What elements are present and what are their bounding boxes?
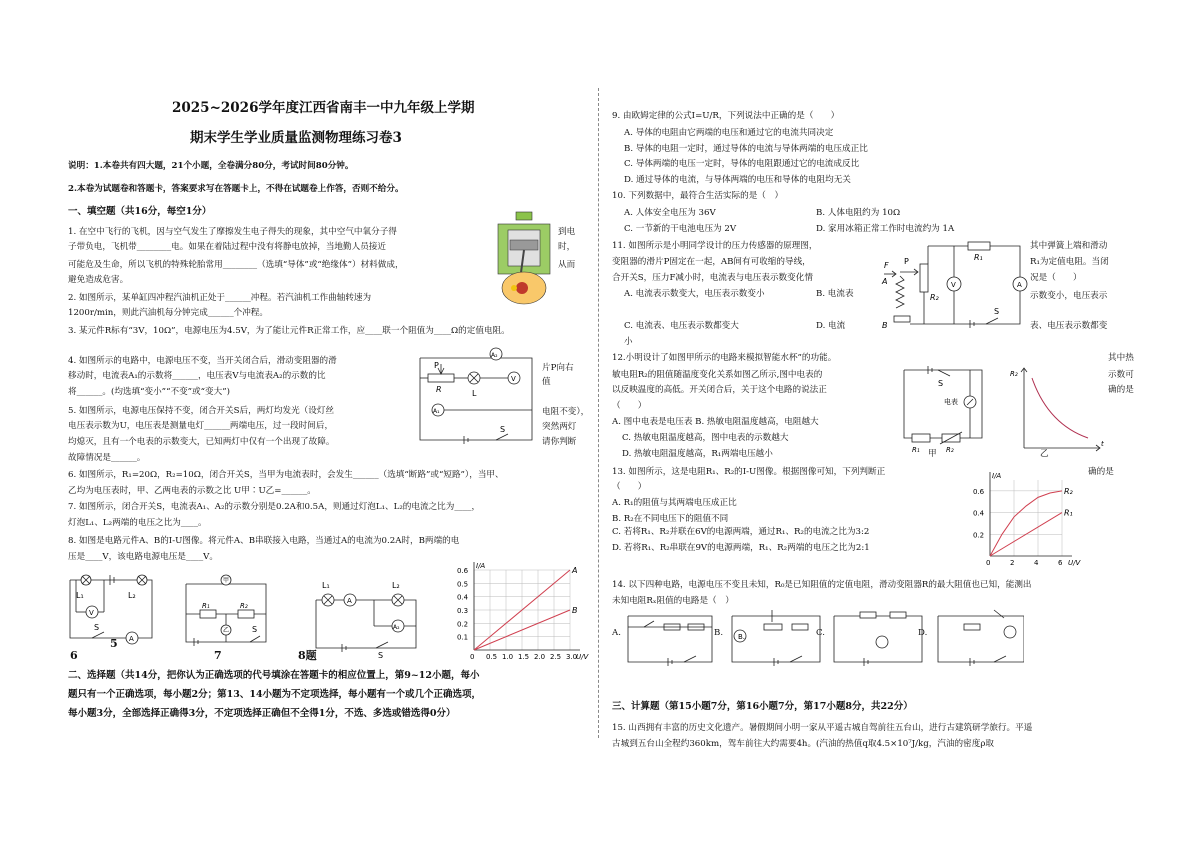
q15-line2: 古城到五台山全程约360km，驾车前往大约需要4h。(汽油的热值q取4.5×10⁷J/kg，汽油的密度ρ取 xyxy=(612,739,994,749)
q1-line4: 避免造成危害。 xyxy=(68,275,129,285)
q5-line3: 均熄灭，且有一个电表的示数变大，已知两灯中仅有一个出现了故障。 xyxy=(68,437,335,447)
q10-option-c: C. 一节新的干电池电压为 2V xyxy=(624,224,737,234)
q4-circuit xyxy=(414,346,538,446)
series-label: A xyxy=(572,566,578,575)
q4-label-S: S xyxy=(500,425,506,434)
q9-option-c: C. 导体两端的电压一定时，导体的电阻跟通过它的电流成反比 xyxy=(624,159,860,169)
q12-line1: 12.小明设计了如图甲所示的电路来模拟智能水杯”的功能。 xyxy=(612,353,837,363)
q14-circuits xyxy=(624,604,1024,670)
q12-label-t: t xyxy=(1101,440,1104,448)
q4-side2: 值 xyxy=(542,377,551,387)
q7-label-S: S xyxy=(378,651,384,660)
x-tick-label: 1.5 xyxy=(518,653,530,661)
q13-paren: （ ） xyxy=(612,482,647,492)
q7-label-L2: L₂ xyxy=(392,581,400,590)
q12-option-ab: A. 图中电表是电压表 B. 热敏电阻温度越高，电阻越大 xyxy=(612,417,819,427)
y-axis-label: I/A xyxy=(476,562,486,570)
q9-option-b: B. 导体的电阻一定时，通过导体的电流与导体两端的电压成正比 xyxy=(624,144,868,154)
q14-opt-c: C. xyxy=(816,628,826,638)
q13-option-d: D. 若将R₁、R₂串联在9V的电源两端，R₁、R₂两端的电压之比为2:1 xyxy=(612,543,870,553)
q5-line2: 电压表示数为U，电压表是测量电灯______两端电压，过一段时间后， xyxy=(68,421,334,431)
q5-label-L1: L₁ xyxy=(76,591,84,600)
q7-label-A2: A₂ xyxy=(393,624,400,631)
q3-text: 3. 某元件R标有“3V，10Ω”，电源电压为4.5V，为了能让元件R正常工作，应____联一个阻值为____Ω的定值电阻。 xyxy=(68,326,510,336)
q11-label-F: F xyxy=(884,261,889,270)
q12-label-R1: R₁ xyxy=(912,446,920,454)
x-tick-label: 0 xyxy=(470,653,475,661)
q5-side2: 突然两灯 xyxy=(542,422,577,432)
q5-line4: 故障情况是______。 xyxy=(68,453,146,463)
q13-option-a: A. R₁的阻值与其两端电压成正比 xyxy=(612,498,737,508)
q11-side4: 示数变小，电压表示 xyxy=(1030,291,1108,301)
q12-circuit-and-graph xyxy=(898,362,1108,456)
q4-label-A1: A₁ xyxy=(433,408,440,415)
q11-label-V: V xyxy=(951,281,956,289)
q12-line2: 敏电阻R₂的阻值随温度变化关系如图乙所示,图中电表的 xyxy=(612,370,823,380)
exam-title-line1: 2025~2026学年度江西省南丰一中九年级上学期 xyxy=(172,100,475,116)
q5-label-A: A xyxy=(129,635,134,643)
q11-label-A: A xyxy=(882,277,888,286)
q6-label-S: S xyxy=(252,625,258,634)
q11-side2: R₁为定值电阻。当闭 xyxy=(1030,257,1109,267)
x-axis-label: U/V xyxy=(1068,559,1081,567)
engine-diagram xyxy=(494,210,554,310)
q11-label-R2: R₂ xyxy=(930,293,939,302)
q4-label-V: V xyxy=(511,375,516,383)
q7-label-A: A xyxy=(347,597,352,605)
q11-side1: 其中弹簧上端和滑动 xyxy=(1030,241,1108,251)
q11-label-R1: R₁ xyxy=(974,253,983,262)
x-tick-label: 3.0 xyxy=(566,653,578,661)
q5-side3: 请你判断 xyxy=(542,437,577,447)
q5-label-V: V xyxy=(89,609,94,617)
q11-option-c: C. 电流表、电压表示数都变大 xyxy=(624,321,739,331)
q4-label-R: R xyxy=(436,385,442,394)
q11-label-S: S xyxy=(994,307,1000,316)
series-label: R₁ xyxy=(1064,508,1073,518)
right-column xyxy=(608,0,1148,849)
y-tick-label: 0.4 xyxy=(973,509,985,518)
q14-opt-d: D. xyxy=(918,628,928,638)
q12-option-c: C. 热敏电阻温度越高，图中电表的示数越大 xyxy=(622,433,789,443)
q12-side2: 示数可 xyxy=(1108,370,1134,380)
q4-label-A2: A₂ xyxy=(491,352,498,359)
q10-option-d: D. 家用冰箱正常工作时电流约为 1A xyxy=(816,224,955,234)
q5-side1: 电阻不变）， xyxy=(542,407,590,417)
q7-circuit xyxy=(312,574,424,660)
q7-line2: 灯泡L₁、L₂两端的电压之比为____。 xyxy=(68,518,207,528)
q14-opt-a: A. xyxy=(612,628,621,638)
q4-label-P: P xyxy=(434,361,439,370)
q7-label-L1: L₁ xyxy=(322,581,330,590)
exam-note1: 说明：1.本卷共有四大题，21个小题，全卷满分80分，考试时间80分钟。 xyxy=(68,161,354,171)
q4-label-L: L xyxy=(472,389,477,398)
q6-circuit xyxy=(180,572,272,650)
q6-label-R2: R₂ xyxy=(240,602,248,610)
q12-fig-jia-caption xyxy=(928,448,937,460)
q12-label-R2-axis: R₂ xyxy=(1010,370,1018,378)
q12-label-meter: 电表 xyxy=(944,398,958,406)
q12-fig-yi: 乙 xyxy=(1040,449,1049,459)
q12-option-d: D. 热敏电阻温度越高，R₁两端电压越小 xyxy=(622,449,773,459)
fig-label-5: 5 xyxy=(110,637,118,650)
y-tick-label: 0.5 xyxy=(457,580,469,589)
q11-line3: 合开关S，压力F减小时，电流表与电压表示数变化情 xyxy=(612,273,813,283)
q1-side3: 从而 xyxy=(558,260,576,270)
q12-fig-yi-caption xyxy=(1040,448,1049,460)
q5-label-L2: L₂ xyxy=(128,591,136,600)
q8-line1: 8. 如图是电路元件A、B的I-U图像。将元件A、B串联接入电路，当通过A的电流为0.2A时，B两端的电 xyxy=(68,536,460,546)
q15-line1: 15. 山西拥有丰富的历史文化遗产。暑假期间小明一家从平遥古城自驾前往五台山，进行古建筑研学旅行。平遥 xyxy=(612,723,1033,733)
q1-line2: 子带负电，飞机带________电。如果在着陆过程中没有将静电放掉，当地勤人员接近 xyxy=(68,242,386,252)
q11-side3: 况是（ ） xyxy=(1030,273,1082,283)
q11-option-a: A. 电流表示数变大，电压表示数变小 xyxy=(624,289,765,299)
q14-line1: 14. 以下四种电路，电源电压不变且未知，R₀是已知阻值的定值电阻，滑动变阻器R的最大阻值也已知，能测出 xyxy=(612,580,1032,590)
section3-heading: 三、计算题（第15小题7分，第16小题7分，第17小题8分，共22分） xyxy=(612,701,913,712)
q10-option-b: B. 人体电阻约为 10Ω xyxy=(816,208,901,218)
section1-heading: 一、填空题（共16分，每空1分） xyxy=(68,206,212,217)
q14-line2: 未知电阻Rₓ阻值的电路是（ ） xyxy=(612,596,734,606)
q11-label-B: B xyxy=(882,321,888,330)
q4-side1: 片P向右 xyxy=(542,363,574,373)
q1-side2: 时， xyxy=(558,242,576,252)
section2-heading-3: 每小题3分，全部选择正确得3分，不定项选择正确但不全得1分，不选、多选或错选得0分） xyxy=(68,708,456,719)
y-tick-label: 0.6 xyxy=(457,567,469,575)
q13-option-c: C. 若将R₁、R₂并联在6V的电源两端，通过R₁、R₂的电流之比为3:2 xyxy=(612,527,870,537)
x-tick-label: 2.0 xyxy=(534,653,546,661)
q14-opt-b: B. xyxy=(714,628,724,638)
q12-label-S: S xyxy=(938,379,944,388)
fig-label-6: 6 xyxy=(70,649,78,662)
q11-line1: 11. 如图所示是小明同学设计的压力传感器的原理图， xyxy=(612,241,818,251)
q2-line2: 1200r/min，则此汽油机每分钟完成______个冲程。 xyxy=(68,308,268,318)
section2-heading-1: 二、选择题（共14分，把你认为正确选项的代号填涂在答题卡的相应位置上，第9~12小题，每小 xyxy=(68,670,480,681)
x-tick-label: 0.5 xyxy=(486,653,498,661)
x-tick-label: 6 xyxy=(1058,559,1063,567)
q11-option-tail: 小 xyxy=(624,337,633,347)
left-column xyxy=(62,0,590,849)
q6-label-R1: R₁ xyxy=(202,602,210,610)
q1-line3: 可能危及生命，所以飞机的特殊轮胎常用________（选填“导体”或“绝缘体”）材料做成， xyxy=(68,260,404,270)
q12-label-R2: R₂ xyxy=(946,446,954,454)
q6-line2: 乙均为电压表时，甲、乙两电表的示数之比 U甲∶U乙=______。 xyxy=(68,486,316,496)
q12-line3: 以反映温度的高低。开关闭合后，关于这个电路的说法正 xyxy=(612,385,827,395)
x-tick-label: 0 xyxy=(986,559,991,567)
q5-label-S: S xyxy=(94,623,100,632)
series-label: R₂ xyxy=(1064,486,1073,496)
y-tick-label: 0.2 xyxy=(973,531,985,540)
q11-label-ammeter: A xyxy=(1017,281,1022,289)
q4-line2: 移动时，电流表A₁的示数将______，电压表V与电流表A₂的示数的比 xyxy=(68,371,326,381)
q9-stem: 9. 由欧姆定律的公式I=U/R，下列说法中正确的是（ ） xyxy=(612,111,840,121)
y-tick-label: 0.4 xyxy=(457,593,469,602)
q10-option-a: A. 人体安全电压为 36V xyxy=(624,208,716,218)
q14-b-ammeter: B. xyxy=(738,633,746,641)
section2-heading-2: 题只有一个正确选项，每小题2分；第13、14小题为不定项选择，每小题有一个或几个正确选项， xyxy=(68,689,482,700)
q10-stem: 10. 下列数据中，最符合生活实际的是（ ） xyxy=(612,191,784,201)
y-tick-label: 0.6 xyxy=(973,487,985,496)
x-tick-label: 1.0 xyxy=(502,653,514,661)
q11-line2: 变阻器的滑片P固定在一起，AB间有可收缩的导线， xyxy=(612,257,811,267)
y-axis-label: I/A xyxy=(992,472,1002,480)
y-tick-label: 0.2 xyxy=(457,620,469,629)
x-tick-label: 2.5 xyxy=(550,653,562,661)
q12-side3: 确的是 xyxy=(1108,385,1134,395)
q1-side1: 到电 xyxy=(558,227,576,237)
q12-line4: （ ） xyxy=(612,401,647,411)
q4-line1: 4. 如图所示的电路中，电源电压不变，当开关闭合后，滑动变阻器的滑 xyxy=(68,356,337,366)
series-label: B xyxy=(572,606,578,615)
q11-label-P: P xyxy=(904,257,909,266)
q6-label-jia: 甲 xyxy=(223,577,230,584)
q12-fig-jia: 甲 xyxy=(928,449,937,459)
q9-option-d: D. 通过导体的电流，与导体两端的电压和导体的电阻均无关 xyxy=(624,175,851,185)
q2-line1: 2. 如图所示，某单缸四冲程汽油机正处于______冲程。若汽油机工作曲轴转速为 xyxy=(68,293,372,303)
q4-line3: 将______。(均选填“变小”“不变”或“变大”) xyxy=(68,387,230,397)
q9-option-a: A. 导体的电阻由它两端的电压和通过它的电流共同决定 xyxy=(624,128,834,138)
series-line xyxy=(990,491,1062,556)
x-tick-label: 4 xyxy=(1034,559,1039,567)
q13-iu-chart xyxy=(962,466,1092,572)
q11-option-b: B. 电流表 xyxy=(816,289,854,299)
x-axis-label: U/V xyxy=(576,653,589,661)
exam-note2: 2.本卷为试题卷和答题卡，答案要求写在答题卡上，不得在试题卷上作答，否则不给分。 xyxy=(68,184,404,194)
fig-label-8: 8题 xyxy=(298,649,317,662)
exam-title-line2: 期末学生学业质量监测物理练习卷3 xyxy=(190,130,402,146)
q12-side1: 其中热 xyxy=(1108,353,1134,363)
q11-sensor-circuit xyxy=(870,236,1030,332)
q7-line1: 7. 如图所示，闭合开关S，电流表A₁、A₂的示数分别是0.2A和0.5A，则通过灯泡L₁、L₂的电流之比为____， xyxy=(68,502,481,512)
q8-line2: 压是____V，该电路电源电压是____V。 xyxy=(68,552,218,562)
q13-option-b: B. R₂在不同电压下的阻值不同 xyxy=(612,514,729,524)
q8-iu-chart xyxy=(454,562,590,670)
y-tick-label: 0.1 xyxy=(457,633,469,642)
fig-label-7: 7 xyxy=(214,649,222,662)
q6-label-yi: 乙 xyxy=(223,627,230,634)
y-tick-label: 0.3 xyxy=(457,607,469,615)
q6-line1: 6. 如图所示，R₁=20Ω，R₂=10Ω，闭合开关S，当甲为电流表时，会发生______（选填“断路”或“短路”），当甲、 xyxy=(68,470,504,480)
q11-side5: 表、电压表示数都变 xyxy=(1030,321,1108,331)
x-tick-label: 2 xyxy=(1010,559,1015,567)
q5-line1: 5. 如图所示，电源电压保持不变，闭合开关S后，两灯均发光（设灯丝 xyxy=(68,406,335,416)
q11-option-d: D. 电流 xyxy=(816,321,846,331)
q13-stem: 13. 如图所示，这是电阻R₁、R₂的I-U图像。根据图像可知，下列判断正 xyxy=(612,467,886,477)
q1-line1: 1. 在空中飞行的飞机，因与空气发生了摩擦发生电子得失的现象，其中空气中氧分子得 xyxy=(68,227,397,237)
column-divider xyxy=(598,88,599,738)
q13-side: 确的是 xyxy=(1088,467,1114,477)
